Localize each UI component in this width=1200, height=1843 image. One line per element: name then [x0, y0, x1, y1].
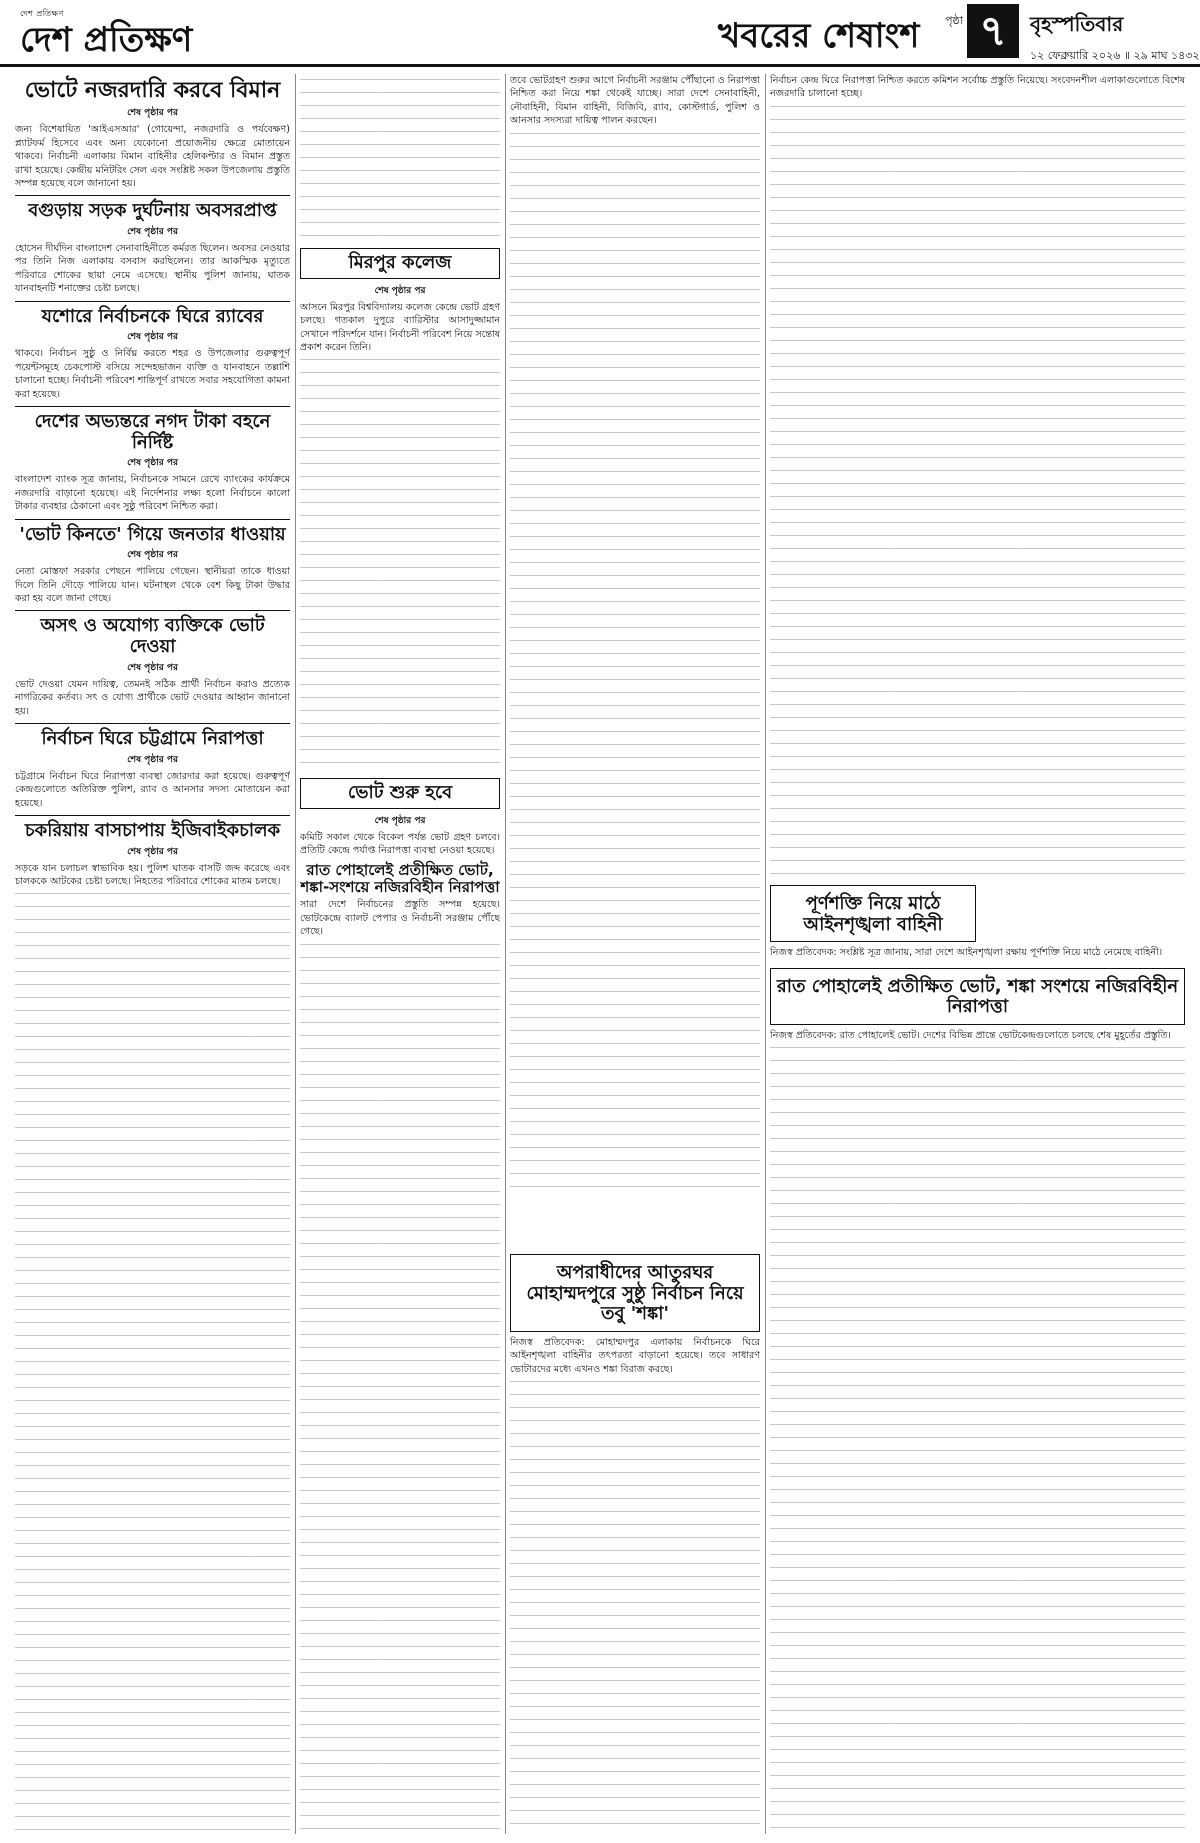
article-headline: রাত পোহালেই প্রতীক্ষিত ভোট, শঙ্কা-সংশয়ে নজিরবিহীন নিরাপত্তা	[300, 860, 500, 897]
article	[300, 248, 500, 354]
column-divider	[505, 74, 506, 1834]
article-headline: চকরিয়ায় বাসচাপায় ইজিবাইকচালক	[24, 819, 281, 841]
continued-label: শেষ পৃষ্ঠার পর	[127, 846, 178, 857]
article	[15, 525, 290, 606]
article-body: নিজস্ব প্রতিবেদক: রাত পোহালেই ভোট। দেশের বিভিন্ন প্রান্তে ভোটকেন্দ্রগুলোতে চলছে শেষ মুহূর্তের প্রস্তুতি।	[770, 1029, 1171, 1041]
article-headline: নির্বাচন ঘিরে চট্টগ্রামে নিরাপত্তা	[41, 728, 264, 750]
divider	[15, 723, 290, 724]
continued-label: শেষ পৃষ্ঠার পর	[127, 662, 178, 673]
continued-label: শেষ পৃষ্ঠার পর	[127, 550, 178, 561]
text-continuation	[15, 888, 290, 1834]
column-4	[770, 74, 1185, 1834]
article	[510, 1254, 760, 1332]
article-body: থাকবে। নির্বাচন সুষ্ঠু ও নির্বিঘ্ন করতে শহর ও উপজেলার গুরুত্বপূর্ণ পয়েন্টসমূহে চেকপোস্ট বসিয়ে সন্দেহভাজন ব্যক্তি ও যানবাহনে তল্লাশি চালানো হচ্ছে। নির্বাচনী পরিবেশ শান্তিপূর্ণ রাখতে সবার সহযোগিতা কামনা করা হয়েছে।	[15, 348, 290, 400]
article	[15, 307, 290, 401]
divider	[15, 301, 290, 302]
masthead	[0, 0, 1200, 67]
article-headline: যশোরে নির্বাচনকে ঘিরে র‌্যাবের	[41, 305, 264, 327]
article	[770, 968, 1185, 1025]
text-continuation	[770, 101, 1185, 881]
continued-label: শেষ পৃষ্ঠার পর	[374, 285, 426, 296]
article-body: আসনে মিরপুর বিশ্ববিদ্যালয় কলেজ কেন্দ্রে ভোট গ্রহণ চলছে। গতকাল দুপুরে ব্যারিস্টার আসাদুজ্জামান সেখানে পরিদর্শনে যান। নির্বাচনী পরিবেশ নিয়ে সন্তোষ প্রকাশ করেন তিনি।	[300, 301, 500, 353]
date-block	[1030, 10, 1200, 66]
article	[15, 201, 290, 295]
divider	[15, 610, 290, 611]
newspaper-logo	[20, 8, 192, 58]
weekday: বৃহস্পতিবার	[1030, 12, 1124, 36]
column-divider	[295, 74, 296, 1834]
article-body: বাংলাদেশ ব্যাংক সূত্র জানায়, নির্বাচনকে সামনে রেখে ব্যাংকের কার্যক্রমে নজরদারি বাড়ানো হয়েছে। এই নির্দেশনার লক্ষ্য হলো নির্বাচনে কালো টাকার ব্যবহার ঠেকানো এবং সুষ্ঠু পরিবেশ নিশ্চিত করা।	[15, 474, 290, 513]
article-body: হোসেন দীর্ঘদিন বাংলাদেশ সেনাবাহিনীতে কর্মরত ছিলেন। অবসর নেওয়ার পর তিনি নিজ এলাকায় বসবাস করছিলেন। তার আকস্মিক মৃত্যুতে পরিবারে শোকের ছায়া নেমে এসেছে। স্থানীয় পুলিশ জানায়, ঘাতক যানবাহনটি শনাক্তের চেষ্টা চলছে।	[15, 243, 290, 295]
article-body: ভোট দেওয়া যেমন দায়িত্ব, তেমনই সঠিক প্রার্থী নির্বাচন করাও প্রত্যেক নাগরিকের কর্তব্য। সৎ ও যোগ্য প্রার্থীকে ভোট দেওয়ার আহ্বান জানানো হয়।	[15, 678, 290, 717]
column-3-lower	[510, 1250, 760, 1830]
article-body: কমিটি সকাল থেকে বিকেল পর্যন্ত ভোট গ্রহণ চলবে। প্রতিটি কেন্দ্রে পর্যাপ্ত নিরাপত্তা ব্যবস্থা নেওয়া হয়েছে।	[300, 832, 500, 857]
article-body: সারা দেশে নির্বাচনের প্রস্তুতি সম্পন্ন হয়েছে। ভোটকেন্দ্রে ব্যালট পেপার ও নির্বাচনী সরঞ্জাম পৌঁছে গেছে।	[300, 899, 500, 938]
logo-tagline: দেশ প্রতিক্ষণ	[20, 9, 64, 18]
article-headline: বগুড়ায় সড়ক দুর্ঘটনায় অবসরপ্রাপ্ত	[28, 200, 277, 222]
column-3	[510, 74, 760, 1194]
article-headline: রাত পোহালেই প্রতীক্ষিত ভোট, শঙ্কা সংশয়ে নজিরবিহীন নিরাপত্তা	[776, 975, 1179, 1018]
article	[300, 862, 500, 939]
article-body: চট্টগ্রামে নির্বাচন ঘিরে নিরাপত্তা ব্যবস্থা জোরদার করা হয়েছে। গুরুত্বপূর্ণ কেন্দ্রগুলোতে অতিরিক্ত পুলিশ, র‌্যাব ও আনসার সদস্য মোতায়েন করা হয়েছে।	[15, 770, 290, 809]
article-body: জন্য বিশেষায়িত 'আইএসআর' (গোয়েন্দা, নজরদারি ও পর্যবেক্ষণ) প্ল্যাটফর্ম হিসেবে এবং অন্য যেকোনো প্রয়োজনীয় ক্ষেত্রে মোতায়েন থাকবে। নির্বাচনী এলাকায় বিমান বাহিনীর হেলিকপ্টার ও বিমান প্রস্তুত রাখা হয়েছে। কেন্দ্রীয় মনিটরিং সেল এবং সংশ্লিষ্ট সকল উপজেলায় প্রস্তুতি সম্পন্ন হয়েছে বলে জানানো হয়।	[15, 124, 290, 189]
article-headline: অপরাধীদের আতুরঘর মোহাম্মদপুরে সুষ্ঠু নির্বাচন নিয়ে তবু 'শঙ্কা'	[526, 1262, 744, 1325]
article-headline: অসৎ ও অযোগ্য ব্যক্তিকে ভোট দেওয়া	[40, 615, 265, 658]
text-continuation	[300, 939, 500, 1834]
continued-label: শেষ পৃষ্ঠার পর	[127, 458, 178, 469]
column-divider	[765, 74, 766, 1834]
article-headline: মিরপুর কলেজ	[300, 248, 500, 279]
article-headline: 'ভোট কিনতে' গিয়ে জনতার ধাওয়ায়	[19, 523, 286, 545]
page-number: ৭	[967, 4, 1019, 58]
article-headline: ভোট শুরু হবে	[300, 778, 500, 809]
column-2	[300, 74, 500, 1834]
text-continuation	[300, 74, 500, 244]
article	[300, 778, 500, 858]
continued-label: শেষ পৃষ্ঠার পর	[374, 816, 426, 826]
text-continuation	[300, 354, 500, 774]
logo-title: দেশ প্রতিক্ষণ	[20, 20, 193, 60]
article	[15, 412, 290, 514]
divider	[15, 195, 290, 196]
divider	[15, 815, 290, 816]
divider	[15, 519, 290, 520]
article	[15, 616, 290, 718]
article-body: তবে ভোটগ্রহণ শুরুর আগে নির্বাচনী সরঞ্জাম পৌঁছানো ও নিরাপত্তা নিশ্চিত করা নিয়ে শঙ্কা থেকেই যাচ্ছে। সারা দেশে সেনাবাহিনী, নৌবাহিনী, বিমান বাহিনী, বিজিবি, র‌্যাব, কোস্টগার্ড, পুলিশ ও আনসার সদস্যরা দায়িত্ব পালন করছেন।	[510, 75, 760, 127]
page-label: পৃষ্ঠা	[945, 14, 963, 27]
article	[15, 821, 290, 889]
continued-label: শেষ পৃষ্ঠার পর	[127, 227, 178, 238]
article	[770, 885, 976, 942]
article	[15, 729, 290, 810]
text-continuation	[510, 1376, 760, 1830]
text-continuation	[510, 128, 760, 1194]
divider	[15, 406, 290, 407]
article-headline: পূর্ণশক্তি নিয়ে মাঠে আইনশৃঙ্খলা বাহিনী	[803, 892, 943, 935]
article-body: নিজস্ব প্রতিবেদক: সংশ্লিষ্ট সূত্র জানায়, সারা দেশে আইনশৃঙ্খলা রক্ষায় পূর্ণশক্তি নিয়ে মাঠে নেমেছে বাহিনী।	[770, 947, 1163, 959]
article-body: নির্বাচন কেন্দ্র ঘিরে নিরাপত্তা নিশ্চিত করতে কমিশন সর্বোচ্চ প্রস্তুতি নিয়েছে। সংবেদনশীল এলাকাগুলোতে বিশেষ নজরদারি চালানো হচ্ছে।	[770, 75, 1185, 100]
article-headline: দেশের অভ্যন্তরে নগদ টাকা বহনে নির্দিষ্ট	[34, 410, 271, 453]
continued-label: শেষ পৃষ্ঠার পর	[127, 108, 178, 119]
article	[15, 78, 290, 190]
article-headline: ভোটে নজরদারি করবে বিমান	[24, 78, 281, 103]
issue-date: ১২ ফেব্রুয়ারি ২০২৬ ॥ ২৯ মাঘ ১৪৩২	[1030, 49, 1200, 62]
continued-label: শেষ পৃষ্ঠার পর	[127, 754, 178, 765]
article-body: সড়কে যান চলাচল স্বাভাবিক হয়। পুলিশ ঘাতক বাসটি জব্দ করেছে এবং চালককে আটকের চেষ্টা চলছে। নিহতের পরিবারে শোকের মাতম চলছে।	[15, 862, 290, 888]
article-body: নিজস্ব প্রতিবেদক: মোহাম্মদপুর এলাকায় নির্বাচনকে ঘিরে আইনশৃঙ্খলা বাহিনীর তৎপরতা বাড়ানো হয়েছে। তবে সাধারণ ভোটারদের মধ্যে এখনও শঙ্কা বিরাজ করছে।	[510, 1337, 760, 1375]
section-title: খবরের শেষাংশ	[718, 16, 920, 56]
article-body: নেতা মোস্তফা সরকার পেছনে পালিয়ে গেছেন। স্থানীয়রা তাকে ধাওয়া দিলে তিনি দৌড়ে পালিয়ে যান। ঘটনাস্থল থেকে বেশ কিছু টাকা উদ্ধার করা হয় বলে জানা গেছে।	[15, 566, 290, 605]
text-continuation	[770, 1042, 1185, 1834]
continued-label: শেষ পৃষ্ঠার পর	[127, 332, 178, 343]
column-1	[15, 74, 290, 1834]
